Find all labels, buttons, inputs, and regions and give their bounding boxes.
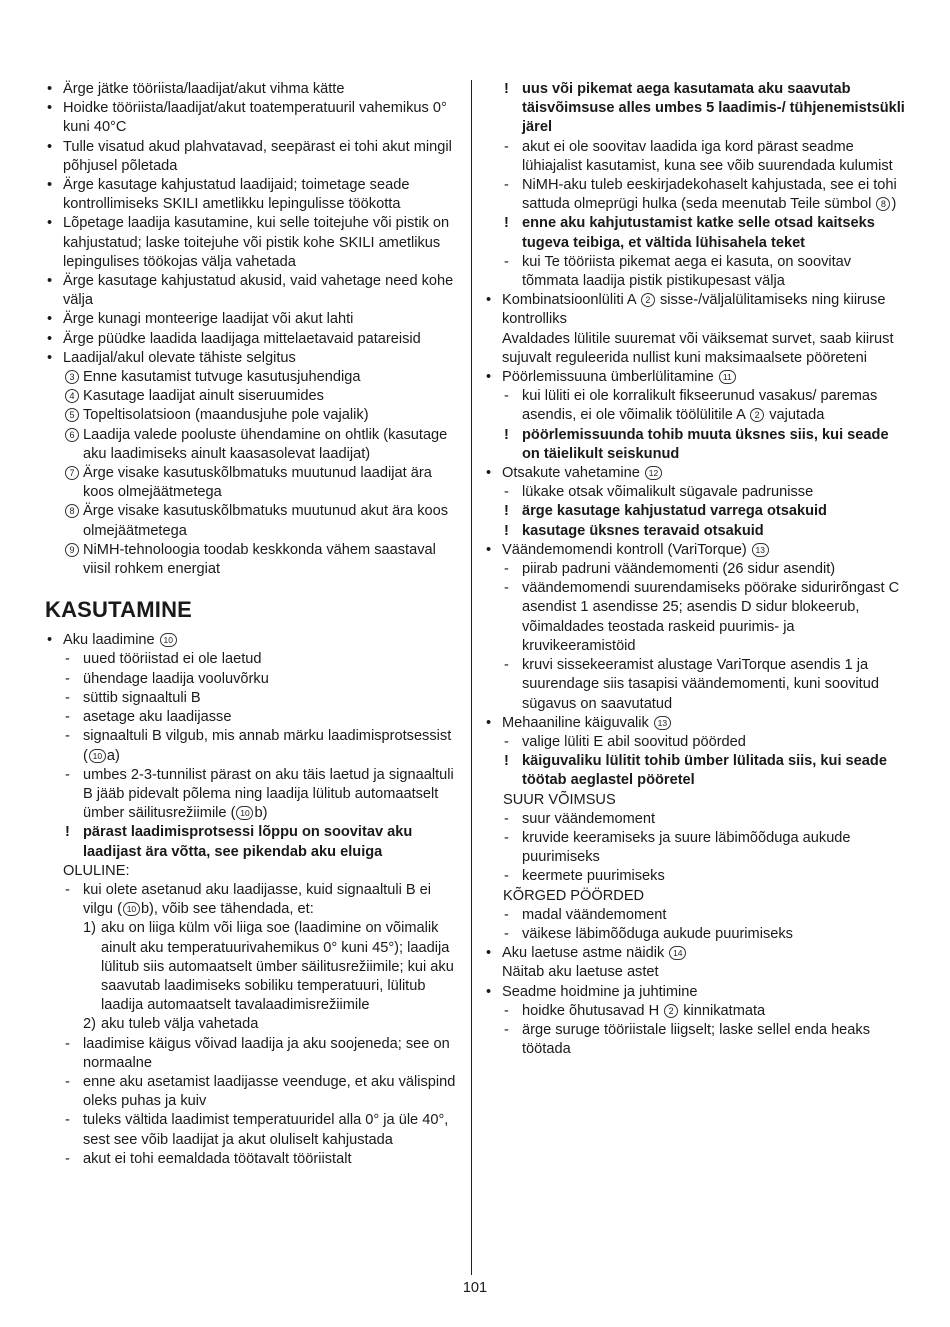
column-divider	[471, 80, 472, 1275]
list-item: • Aku laetuse astme näidik 14	[484, 944, 909, 963]
list-item: • Ärge jätke tööriista/laadijat/akut vihma kätte	[45, 80, 460, 99]
list-item: • Pöörlemissuuna ümberlülitamine 11	[484, 368, 909, 387]
circled-number: 13	[654, 716, 671, 730]
dash-item: - madal väändemoment	[484, 906, 909, 925]
dash-item: - piirab padruni väändemomenti (26 sidur asendit)	[484, 560, 909, 579]
symbol-item: 5 Topeltisolatsioon (maandusjuhe pole vajalik)	[45, 406, 460, 425]
symbol-item: 4 Kasutage laadijat ainult siseruumides	[45, 387, 460, 406]
dash-item: - kui olete asetanud aku laadijasse, kuid signaaltuli B ei vilgu ( 10 b), võib see tähendada, et:	[45, 881, 460, 919]
list-item: • Ärge püüdke laadida laadijaga mittelaetavaid patareisid	[45, 330, 460, 349]
warning-item: ! käiguvaliku lülitit tohib ümber lülitada siis, kui seade töötab aeglastel pööretel	[484, 752, 909, 790]
dash-item: - kruvide keeramiseks ja suure läbimõõduga aukude puurimiseks	[484, 829, 909, 867]
dash-item: - hoidke õhutusavad H 2 kinnikatmata	[484, 1002, 909, 1021]
circled-number: 11	[719, 370, 736, 384]
symbol-item: 6 Laadija valede pooluste ühendamine on ohtlik (kasutage aku laadimiseks ainult kaasasolevat laadijat)	[45, 426, 460, 464]
dash-item: - suur väändemoment	[484, 810, 909, 829]
circled-number: 10	[236, 806, 253, 820]
dash-item: - umbes 2-3-tunnilist pärast on aku täis laetud ja signaaltuli B jääb pidevalt põlema ning laadija lülitub automaatselt ümber säilitusrežiimile ( 10 b)	[45, 766, 460, 824]
dash-item: - lükake otsak võimalikult sügavale padrunisse	[484, 483, 909, 502]
circled-number: 6	[65, 428, 79, 442]
symbol-item: 9 NiMH-tehnoloogia toodab keskkonda vähem saastaval viisil rohkem energiat	[45, 541, 460, 579]
dash-item: - signaaltuli B vilgub, mis annab märku laadimisprotsessist ( 10 a)	[45, 727, 460, 765]
circled-number: 12	[645, 466, 662, 480]
dash-item: - kui lüliti ei ole korralikult fikseerunud vasakus/ paremas asendis, ei ole võimalik töölülitile A 2 vajutada	[484, 387, 909, 425]
right-column	[484, 80, 909, 1059]
dash-item: - akut ei tohi eemaldada töötavalt tööriistalt	[45, 1150, 460, 1169]
list-item: • Laadijal/akul olevate tähiste selgitus	[45, 349, 460, 368]
warning-item: ! enne aku kahjutustamist katke selle otsad kaitseks tugeva teibiga, et vältida lühisahela teket	[484, 214, 909, 252]
list-item: • Hoidke tööriista/laadijat/akut toatemperatuuril vahemikus 0° kuni 40°C	[45, 99, 460, 137]
warning-item: ! kasutage üksnes teravaid otsakuid	[484, 522, 909, 541]
label-text: OLULINE:	[63, 862, 130, 879]
circled-number: 13	[752, 543, 769, 557]
list-item: • Otsakute vahetamine 12	[484, 464, 909, 483]
circled-number: 8	[65, 504, 79, 518]
list-item: • Seadme hoidmine ja juhtimine	[484, 983, 909, 1002]
dash-item: - tuleks vältida laadimist temperatuuridel alla 0° ja üle 40°, sest see võib laadijat ja akut oluliselt kahjustada	[45, 1111, 460, 1149]
left-column	[45, 80, 460, 1169]
dash-item: - NiMH-aku tuleb eeskirjadekohaselt kahjustada, see ei tohi sattuda olmeprügi hulka (seda meenutab Teile sümbol 8 )	[484, 176, 909, 214]
list-item: • Ärge kasutage kahjustatud akusid, vaid vahetage need kohe välja	[45, 272, 460, 310]
dash-item: - laadimise käigus võivad laadija ja aku soojeneda; see on normaalne	[45, 1035, 460, 1073]
list-item: • Ärge kunagi monteerige laadijat või akut lahti	[45, 310, 460, 329]
dash-item: - ühendage laadija vooluvõrku	[45, 670, 460, 689]
symbol-item: 8 Ärge visake kasutuskõlbmatuks muutunud akut ära koos olmejäätmetega	[45, 502, 460, 540]
circled-number: 9	[65, 543, 79, 557]
circled-number: 8	[876, 197, 890, 211]
circled-number: 7	[65, 466, 79, 480]
dash-item: - kruvi sissekeeramist alustage VariTorque asendis 1 ja suurendage siis tasapisi väändemomenti, kuni soovitud sügavus on saavutatud	[484, 656, 909, 714]
dash-item: - ärge suruge tööriistale liigselt; laske sellel enda heaks töötada	[484, 1021, 909, 1059]
circled-number: 4	[65, 389, 79, 403]
list-item: • Lõpetage laadija kasutamine, kui selle toitejuhe või pistik on kahjustatud; laske toitejuhe või pistik kohe SKILI ametlikus lepingulises töökojas välja vahetada	[45, 214, 460, 272]
list-item: • Aku laadimine 10	[45, 631, 460, 650]
sub-item: 1) aku on liiga külm või liiga soe (laadimine on võimalik ainult aku temperatuurivahemikus 0° kuni 45°); laadija lülitub siis automaatselt ümber säilitusrežiimile; kui aku saavutab laadimiseks sobiliku temperatuuri, lülitub laadija automaatselt tavalaadimisrežiimile	[83, 920, 454, 1014]
dash-item: - uued tööriistad ei ole laetud	[45, 650, 460, 669]
warning-item: ! uus või pikemat aega kasutamata aku saavutab täisvõimsuse alles umbes 5 laadimis-/ tühjenemistsükli järel	[484, 80, 909, 138]
dash-item: - kui Te tööriista pikemat aega ei kasuta, on soovitav tõmmata laadija pistik pistikupesast välja	[484, 253, 909, 291]
circled-number: 10	[123, 902, 140, 916]
circled-number: 14	[669, 946, 686, 960]
page-number: 101	[462, 1280, 488, 1296]
body-text: Näitab aku laetuse astet	[502, 964, 659, 981]
label-text: KÕRGED PÖÖRDED	[503, 887, 645, 904]
body-text: Avaldades lülitile suuremat või väiksemat survet, saab kiirust sujuvalt reguleerida nullist kuni maksimaalsete pööreteni	[502, 330, 894, 366]
circled-number: 2	[641, 293, 655, 307]
list-item: • Tulle visatud akud plahvatavad, seepärast ei tohi akut mingil põhjusel põletada	[45, 138, 460, 176]
circled-number: 3	[65, 370, 79, 384]
circled-number: 10	[160, 633, 177, 647]
dash-item: - valige lüliti E abil soovitud pöörded	[484, 733, 909, 752]
dash-item: - enne aku asetamist laadijasse veenduge, et aku välispind oleks puhas ja kuiv	[45, 1073, 460, 1111]
dash-item: - süttib signaaltuli B	[45, 689, 460, 708]
dash-item: - väikese läbimõõduga aukude puurimiseks	[484, 925, 909, 944]
dash-item: - väändemomendi suurendamiseks pöörake sidurirõngast C asendist 1 asendisse 25; asendis D sidur blokeerub, võimaldades teostada raskeid puurimis- ja kruvikeeramistöid	[484, 579, 909, 656]
symbol-item: 7 Ärge visake kasutuskõlbmatuks muutunud laadijat ära koos olmejäätmetega	[45, 464, 460, 502]
list-item: • Mehaaniline käiguvalik 13	[484, 714, 909, 733]
circled-number: 2	[664, 1004, 678, 1018]
warning-item: ! ärge kasutage kahjustatud varrega otsakuid	[484, 502, 909, 521]
dash-item: - akut ei ole soovitav laadida iga kord pärast seadme lühiajalist kasutamist, kuna see võib suurendada kulumist	[484, 138, 909, 176]
circled-number: 2	[750, 408, 764, 422]
circled-number: 10	[89, 749, 106, 763]
circled-number: 5	[65, 408, 79, 422]
dash-item: - asetage aku laadijasse	[45, 708, 460, 727]
dash-item: - keermete puurimiseks	[484, 867, 909, 886]
section-heading: KASUTAMINE	[45, 597, 193, 623]
list-item: • Kombinatsioonlüliti A 2 sisse-/väljalülitamiseks ning kiiruse kontrolliks	[484, 291, 909, 329]
sub-item: 2) aku tuleb välja vahetada	[83, 1016, 259, 1033]
label-text: SUUR VÕIMSUS	[503, 791, 616, 808]
list-item: • Ärge kasutage kahjustatud laadijaid; toimetage seade kontrollimiseks SKILI ametlikku lepingulisse töökotta	[45, 176, 460, 214]
warning-item: ! pärast laadimisprotsessi lõppu on soovitav aku laadijast ära võtta, see pikendab aku eluiga	[45, 823, 460, 861]
warning-item: ! pöörlemissuunda tohib muuta üksnes siis, kui seade on täielikult seiskunud	[484, 426, 909, 464]
symbol-item: 3 Enne kasutamist tutvuge kasutusjuhendiga	[45, 368, 460, 387]
list-item: • Väändemomendi kontroll (VariTorque) 13	[484, 541, 909, 560]
